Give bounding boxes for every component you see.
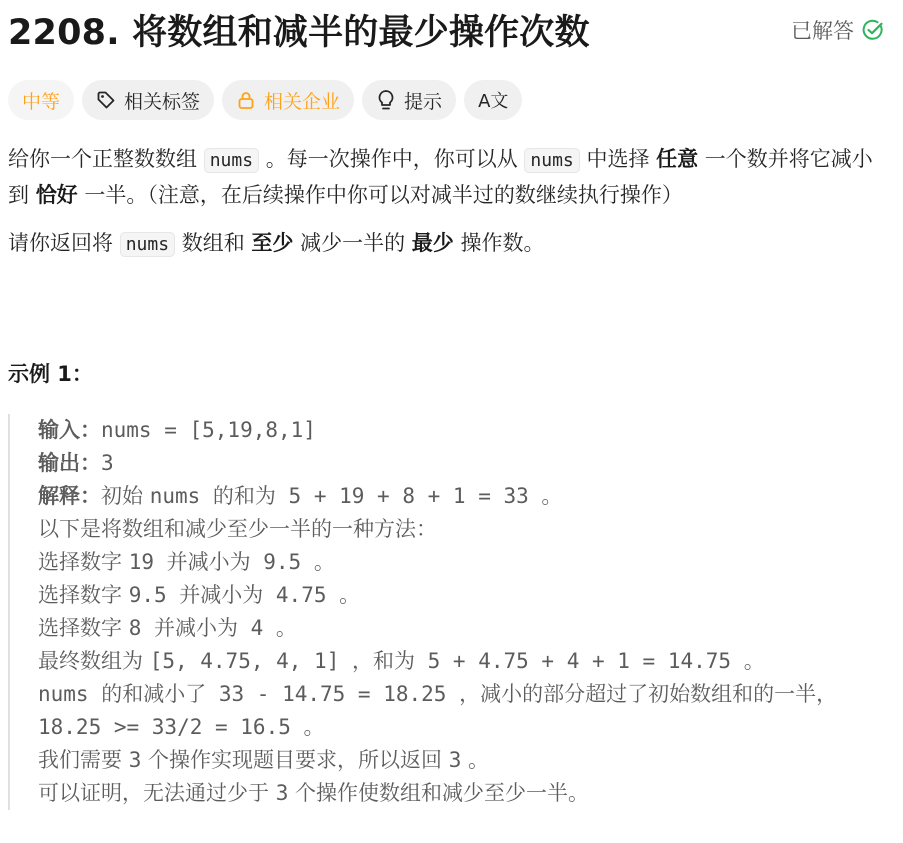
explanation-line	[38, 645, 888, 678]
lightbulb-icon	[376, 89, 396, 111]
explanation-line: 以下是将数组和减少至少一半的一种方法：	[38, 517, 437, 541]
description-paragraph	[8, 226, 888, 262]
solved-status	[791, 15, 884, 45]
problem-page	[8, 0, 888, 810]
inline-code: nums	[524, 148, 579, 173]
text: 操作数。	[453, 231, 545, 255]
text: 可以证明，无法通过少于	[38, 781, 276, 805]
text: nums 的和为 5 + 19 + 8 + 1 = 33 。	[149, 484, 563, 508]
text: 个操作实现题目要求，所以返回	[141, 748, 449, 772]
related-tags-label: 相关标签	[124, 90, 201, 113]
bold-text: 任意	[656, 147, 699, 171]
output-value: 3	[101, 451, 114, 475]
example-block	[8, 414, 888, 810]
text: 选择数字	[38, 550, 129, 574]
text: 18.25 >= 33/2 = 16.5 。	[38, 715, 325, 739]
input-value: nums = [5,19,8,1]	[101, 418, 316, 442]
related-tags-button[interactable]	[82, 80, 214, 120]
explanation-label: 解释：	[38, 484, 101, 508]
check-circle-icon	[862, 19, 884, 41]
text: 给你一个正整数数组	[8, 147, 204, 171]
text: 个操作使数组和减少至少一半。	[288, 781, 590, 805]
text: 选择数字	[38, 583, 129, 607]
text: 最终数组为	[38, 649, 150, 673]
hint-label: 提示	[404, 90, 443, 113]
example-output	[38, 447, 888, 480]
explanation-line	[38, 777, 888, 810]
text: 一个数并将它减小到	[8, 147, 873, 207]
text: 9.5 并减小为 4.75 。	[128, 583, 361, 607]
bold-text: 恰好	[35, 183, 78, 207]
explanation-line	[38, 612, 888, 645]
text: 中选择	[579, 147, 657, 171]
text: 选择数字	[38, 616, 129, 640]
output-label: 输出：	[38, 451, 101, 475]
related-companies-label: 相关企业	[264, 90, 341, 113]
problem-header	[8, 0, 888, 60]
text: 3	[128, 748, 142, 772]
text: 一半。（注意，在后续操作中你可以对减半过的数继续执行操作）	[77, 183, 683, 207]
example-input	[38, 414, 888, 447]
translate-button[interactable]	[464, 80, 522, 120]
input-label: 输入：	[38, 418, 101, 442]
inline-code: nums	[120, 232, 175, 257]
text: 19 并减小为 9.5 。	[128, 550, 335, 574]
related-companies-button[interactable]	[222, 80, 354, 120]
text: 减小的部分超过了初始数组和的一半，	[480, 682, 838, 706]
solved-label: 已解答	[791, 19, 854, 43]
hint-button[interactable]	[362, 80, 456, 120]
explanation-line	[38, 678, 878, 744]
text: [5, 4.75, 4, 1] ，和为 5 + 4.75 + 4 + 1 = 14.75 。	[149, 649, 765, 673]
example-explanation	[38, 480, 888, 513]
problem-title: 2208. 将数组和减半的最少操作次数	[8, 13, 590, 53]
inline-code: nums	[204, 148, 259, 173]
text: 数组和	[175, 231, 252, 255]
bold-text: 至少	[251, 231, 294, 255]
text: 3	[275, 781, 289, 805]
problem-description	[8, 142, 888, 262]
lock-icon	[236, 90, 256, 110]
text: 初始	[101, 484, 150, 508]
tag-bar	[8, 80, 888, 120]
difficulty-badge	[8, 80, 74, 120]
text: 8 并减小为 4 。	[128, 616, 297, 640]
example-title: 示例 1：	[8, 362, 93, 386]
translate-icon: A文	[478, 91, 509, 112]
text: 。每一次操作中，你可以从	[259, 147, 525, 171]
explanation-line	[38, 744, 888, 777]
description-paragraph	[8, 142, 888, 212]
text: 我们需要	[38, 748, 129, 772]
text: 请你返回将	[8, 231, 120, 255]
text: 。	[461, 748, 490, 772]
text: nums 的和减小了 33 - 14.75 = 18.25 ，	[38, 682, 481, 706]
text: 3	[448, 748, 462, 772]
difficulty-label: 中等	[22, 90, 61, 113]
explanation-line	[38, 579, 888, 612]
explanation-line	[38, 546, 888, 579]
bold-text: 最少	[411, 231, 454, 255]
tag-icon	[96, 90, 116, 110]
text: 减少一半的	[293, 231, 412, 255]
